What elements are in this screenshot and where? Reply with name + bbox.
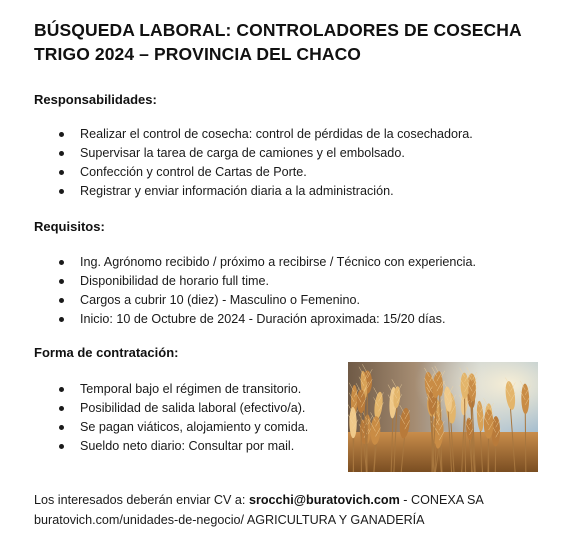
contact-footer xyxy=(34,490,484,530)
footer-prefix: Los interesados deberán enviar CV a: xyxy=(34,493,249,507)
footer-line-2[interactable]: buratovich.com/unidades-de-negocio/ AGRICULTURA Y GANADERÍA xyxy=(34,513,425,527)
list-item: Supervisar la tarea de carga de camiones y el embolsado. xyxy=(58,144,473,163)
footer-suffix: - CONEXA SA xyxy=(399,493,484,507)
contact-email-link[interactable]: srocchi@buratovich.com xyxy=(248,493,400,507)
footer-line-1 xyxy=(34,490,484,510)
list-item: Se pagan viáticos, alojamiento y comida. xyxy=(58,418,308,437)
title-line-1: BÚSQUEDA LABORAL: CONTROLADORES DE COSECHA xyxy=(34,20,522,40)
list-item: Ing. Agrónomo recibido / próximo a recibirse / Técnico con experiencia. xyxy=(58,253,476,272)
list-responsabilidades xyxy=(58,125,473,201)
list-item: Realizar el control de cosecha: control de pérdidas de la cosechadora. xyxy=(58,125,473,144)
list-item: Confección y control de Cartas de Porte. xyxy=(58,163,473,182)
wheat-field-image xyxy=(348,362,538,472)
list-requisitos xyxy=(58,253,476,329)
section-heading-contratacion: Forma de contratación: xyxy=(34,345,179,360)
title-line-2: TRIGO 2024 – PROVINCIA DEL CHACO xyxy=(34,44,362,64)
list-item: Registrar y enviar información diaria a la administración. xyxy=(58,182,473,201)
list-item: Disponibilidad de horario full time. xyxy=(58,272,476,291)
section-heading-requisitos: Requisitos: xyxy=(34,219,105,234)
list-contratacion xyxy=(58,380,308,456)
list-item: Posibilidad de salida laboral (efectivo/a). xyxy=(58,399,308,418)
list-item: Inicio: 10 de Octubre de 2024 - Duración aproximada: 15/20 días. xyxy=(58,310,476,329)
section-heading-responsabilidades: Responsabilidades: xyxy=(34,92,157,107)
page-title xyxy=(34,18,554,66)
list-item: Cargos a cubrir 10 (diez) - Masculino o Femenino. xyxy=(58,291,476,310)
list-item: Temporal bajo el régimen de transitorio. xyxy=(58,380,308,399)
list-item: Sueldo neto diario: Consultar por mail. xyxy=(58,437,308,456)
